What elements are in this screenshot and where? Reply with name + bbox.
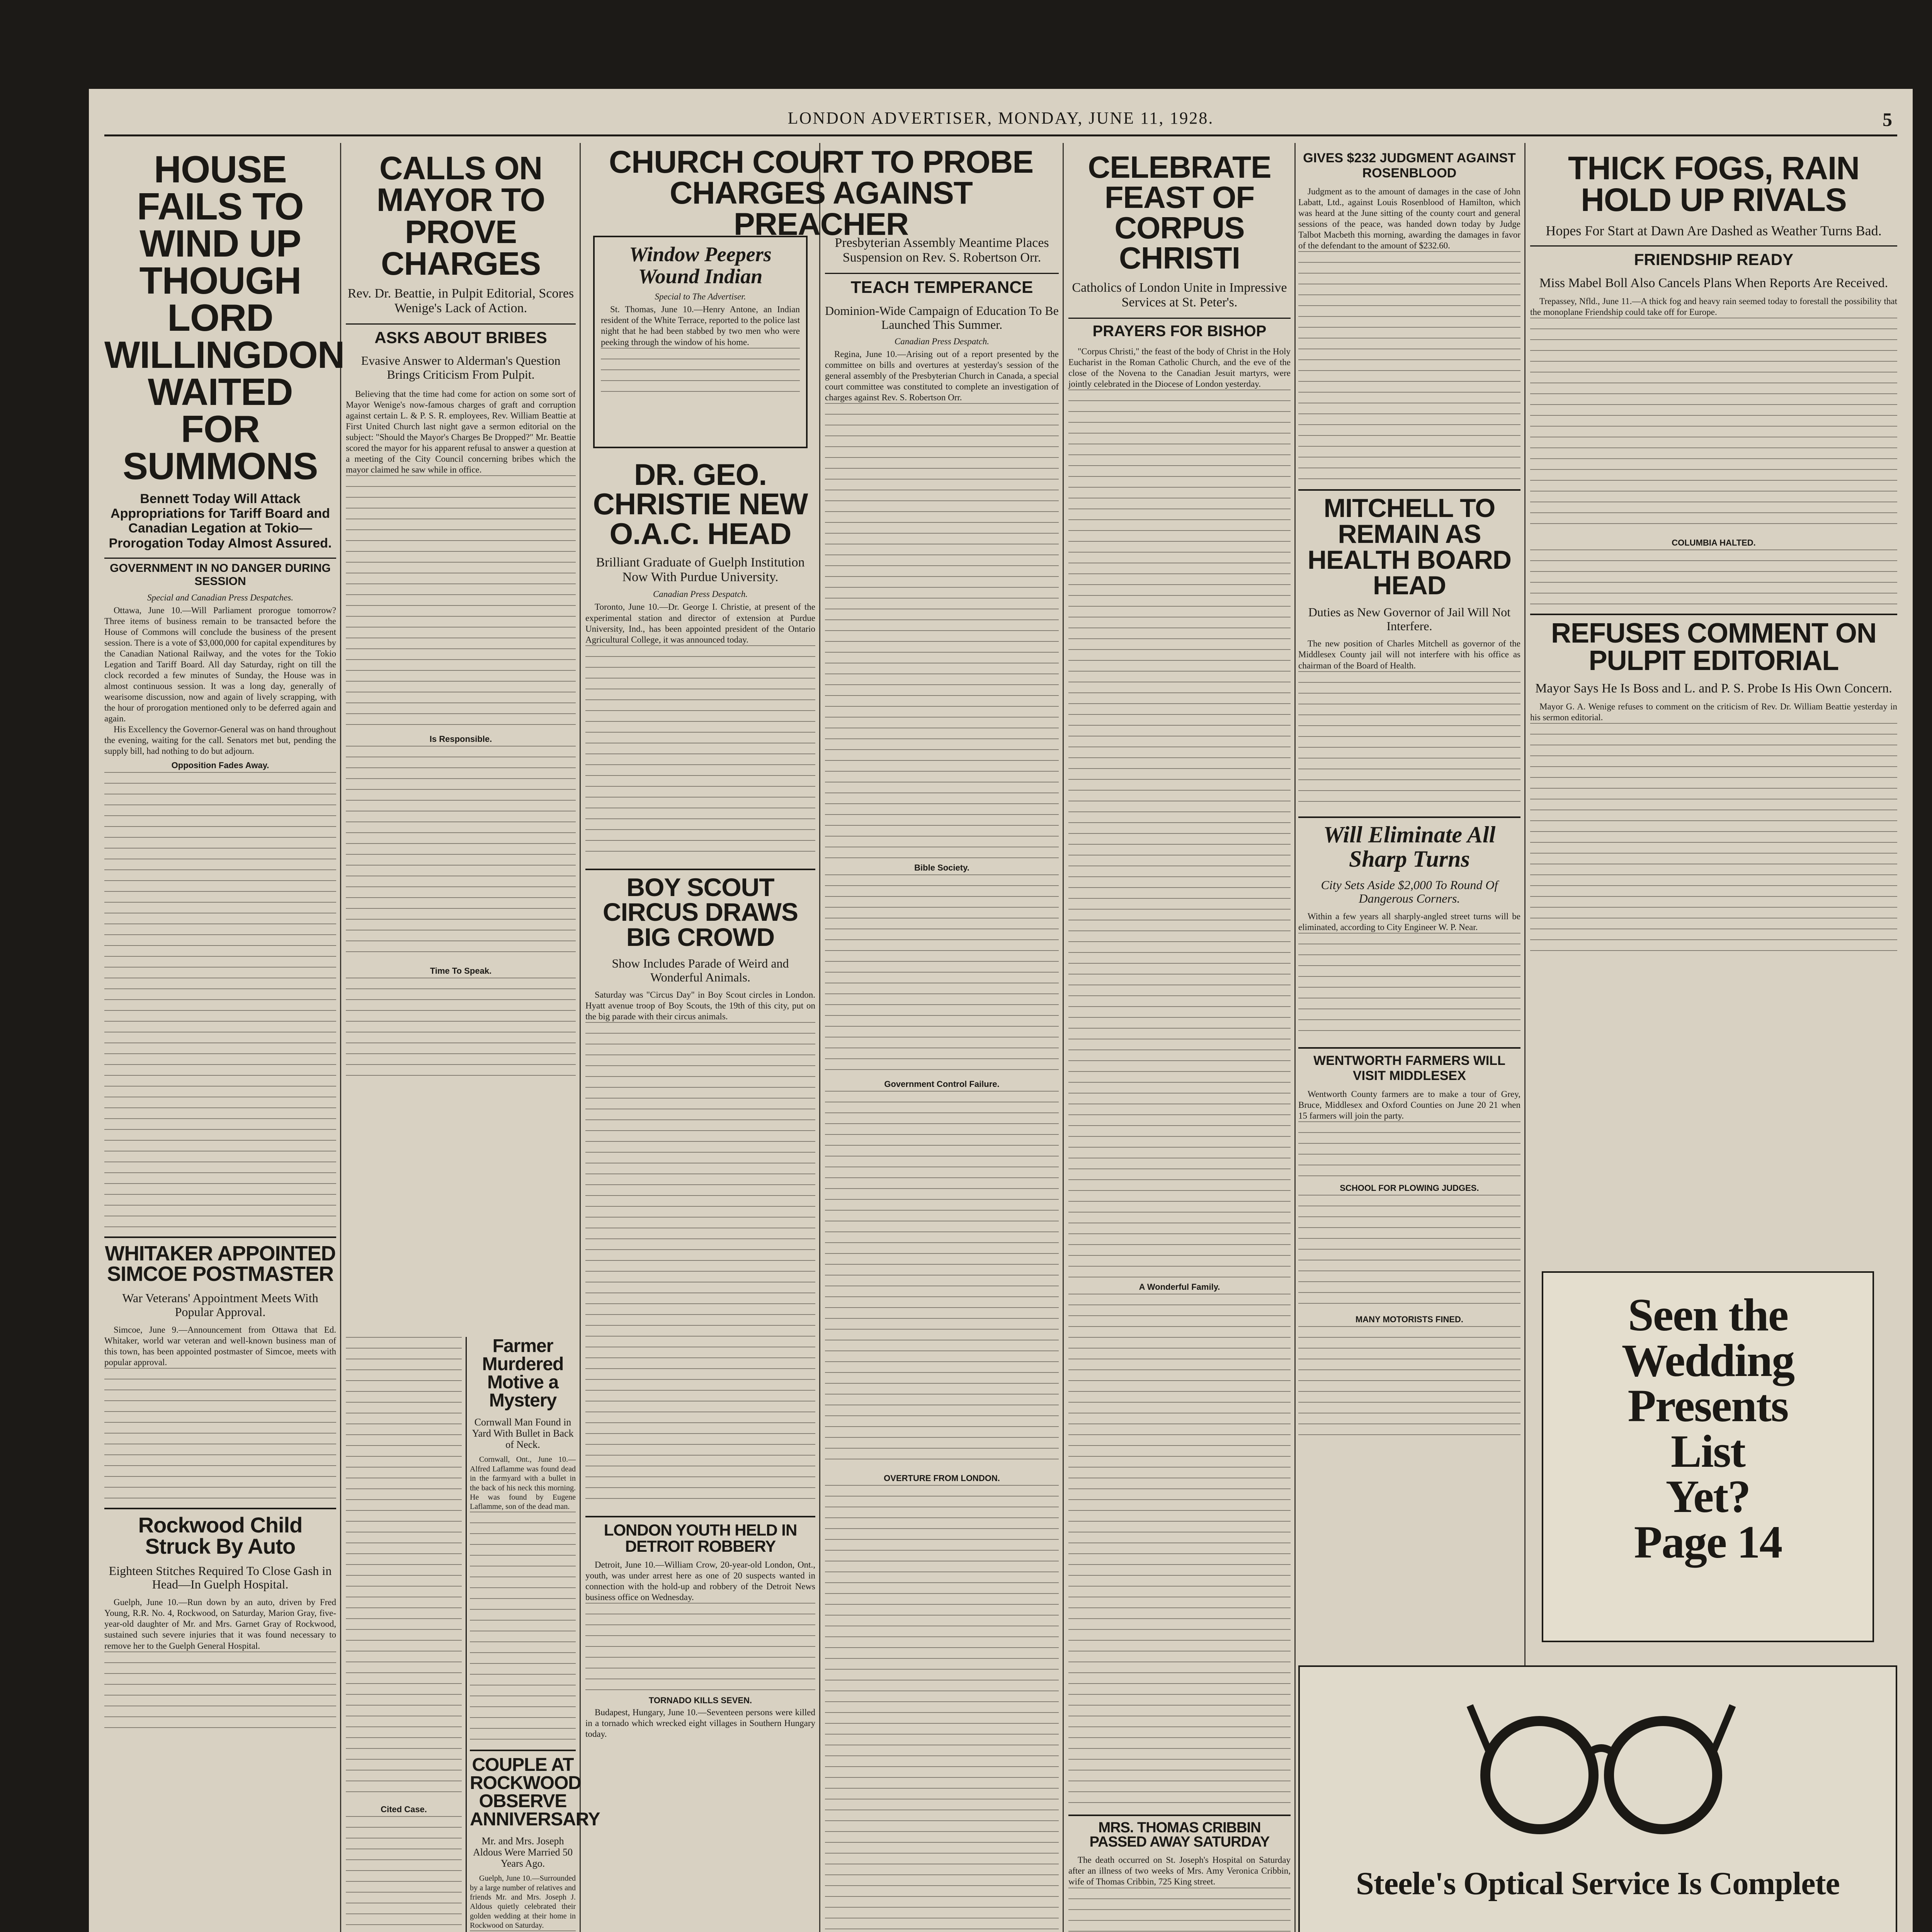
headline-london-youth: LONDON YOUTH HELD IN DETROIT ROBBERY xyxy=(585,1516,815,1554)
headline-whitaker: WHITAKER APPOINTED SIMCOE POSTMASTER xyxy=(104,1236,336,1284)
article-body: Ottawa, June 10.—Will Parliament prorogue tomorrow? Three items of business remain to be transacted before the House of Commons will conclude the business of the present session. There is a vote of $3,000,000 for capital expenditures by the Canadian National Railway, and the votes for the Tokio Legation and Tariff Board. All day Saturday, right on till the clock recorded a few minutes of Sunday, the House was in almost continuous session. It was a long day, generally of wearisome discussion, now and again of lively scrapping, with the hour of prorogation mentioned only to be deferred again and again. xyxy=(104,605,336,724)
text-lines xyxy=(346,475,576,730)
column-rule xyxy=(1294,143,1296,1932)
masthead-title: LONDON ADVERTISER, MONDAY, JUNE 11, 1928. xyxy=(787,109,1214,128)
column-rule xyxy=(340,143,341,1932)
headline-cribbin: MRS. THOMAS CRIBBIN PASSED AWAY SATURDAY xyxy=(1068,1815,1291,1849)
promo-line: Wedding xyxy=(1621,1334,1794,1386)
subhead-plowing-judges: SCHOOL FOR PLOWING JUDGES. xyxy=(1340,1183,1479,1193)
text-lines xyxy=(1298,1195,1520,1311)
promo-page-ref: Page 14 xyxy=(1634,1516,1782,1568)
article-body: Simcoe, June 9.—Announcement from Ottawa that Ed. Whitaker, world war veteran and well-known business man of this town, has been appointed postmaster of Simcoe, meets with popular approval. xyxy=(104,1325,336,1367)
deck-evasive: Evasive Answer to Alderman's Question Brings Criticism From Pulpit. xyxy=(361,354,561,382)
text-lines xyxy=(1298,671,1520,810)
headline-boy-scout: BOY SCOUT CIRCUS DRAWS BIG CROWD xyxy=(585,869,815,950)
text-lines xyxy=(1068,389,1291,1278)
article-body: Cornwall, Ont., June 10.—Alfred Laflamme was found dead in the farmyard with a bullet in the back of his neck this morning. He was found by Eugene Laflamme, son of the dead man. xyxy=(470,1455,576,1511)
subhead-tornado: TORNADO KILLS SEVEN. xyxy=(648,1695,752,1705)
text-lines xyxy=(1068,1294,1291,1808)
text-lines xyxy=(1298,1121,1520,1179)
promo-line: Presents xyxy=(1628,1380,1788,1432)
subhead-responsible: Is Responsible. xyxy=(429,734,492,744)
column-2 xyxy=(346,143,600,1932)
christie-story xyxy=(585,457,815,1740)
subhead-opposition: Opposition Fades Away. xyxy=(171,760,269,770)
byline: Canadian Press Despatch. xyxy=(653,589,748,599)
article-body: Guelph, June 10.—Run down by an auto, driven by Fred Young, R.R. No. 4, Rockwood, on Saturday, Marion Gray, five-year-old daughter of Mr. and Mrs. Garnet Gray of Rockwood, sustained such severe injuries that it was found necessary to remove her to the Guelph General Hospital. xyxy=(104,1597,336,1651)
column-3 xyxy=(585,236,815,1932)
article-body: Detroit, June 10.—William Crow, 20-year-old London, Ont., youth, was under arrest here as one of 20 suspects wanted in connection with the hold-up and robbery of the Detroit News business office on Wednesday. xyxy=(585,1560,815,1602)
subhead-time-to-speak: Time To Speak. xyxy=(430,966,492,976)
headline-thick-fogs: THICK FOGS, RAIN HOLD UP RIVALS xyxy=(1568,150,1859,218)
deck-whitaker: War Veterans' Appointment Meets With Popular Approval. xyxy=(122,1291,318,1319)
text-lines xyxy=(1068,1888,1291,1932)
deck-sharp-turns: City Sets Aside $2,000 To Round Of Dangerous Corners. xyxy=(1321,878,1498,906)
column-4 xyxy=(825,236,1059,1932)
headline-judgment: GIVES $232 JUDGMENT AGAINST ROSENBLOOD xyxy=(1303,151,1516,180)
wedding-presents-promo xyxy=(1542,1271,1874,1642)
article-body: The death occurred on St. Joseph's Hospital on Saturday after an illness of two weeks of Mrs. Amy Veronica Cribbin, wife of Thomas Cribbin, 725 King street. xyxy=(1068,1855,1291,1887)
article-body: Trepassey, Nfld., June 11.—A thick fog and heavy rain seemed today to forestall the possibility that the monoplane Friendship could take off for Europe. xyxy=(1530,296,1897,317)
headline-farmer-murdered: Farmer Murdered Motive a Mystery xyxy=(482,1336,564,1411)
text-lines xyxy=(470,1512,576,1743)
promo-line: Yet? xyxy=(1665,1471,1750,1522)
column-rule xyxy=(1063,143,1064,1932)
headline-house-fails: HOUSE FAILS TO WIND UP THOUGH LORD WILLINGDON WAITED FOR SUMMONS xyxy=(104,148,345,488)
text-lines xyxy=(346,1816,462,1932)
deck-rockwood-child: Eighteen Stitches Required To Close Gash in Head—In Guelph Hospital. xyxy=(109,1563,332,1592)
deck-catholics: Catholics of London Unite in Impressive Services at St. Peter's. xyxy=(1072,280,1287,310)
text-lines xyxy=(825,403,1059,859)
deck-boy-scout: Show Includes Parade of Weird and Wonderful Animals. xyxy=(612,956,789,984)
text-lines xyxy=(825,1091,1059,1469)
promo-line: Seen the xyxy=(1628,1289,1788,1340)
text-lines xyxy=(346,978,576,1078)
article-body: Saturday was "Circus Day" in Boy Scout circles in London. Hyatt avenue troop of Boy Scouts, the 19th of this city, put on the big parade with their circus animals. xyxy=(585,990,815,1022)
text-lines xyxy=(825,874,1059,1075)
text-lines xyxy=(585,1603,815,1692)
article-body: Guelph, June 10.—Surrounded by a large number of relatives and friends Mr. and Mrs. Joseph J. Aldous quietly celebrated their golden wedding at their home in Rockwood on Saturday. xyxy=(470,1874,576,1930)
deck-mayor-boss: Mayor Says He Is Boss and L. and P. S. Probe Is His Own Concern. xyxy=(1535,681,1892,696)
headline-church-court: CHURCH COURT TO PROBE CHARGES AGAINST PREACHER xyxy=(609,145,1034,242)
continued-beattie xyxy=(346,1337,462,1932)
deck-mitchell: Duties as New Governor of Jail Will Not Interfere. xyxy=(1308,605,1511,633)
text-lines xyxy=(104,1368,336,1499)
deck-cornwall: Cornwall Man Found in Yard With Bullet in Back of Neck. xyxy=(472,1417,574,1451)
newspaper-page xyxy=(89,89,1913,1932)
article-body: Mayor G. A. Wenige refuses to comment on the criticism of Rev. Dr. William Beattie yesterday in his sermon editorial. xyxy=(1530,702,1897,723)
article-body: Within a few years all sharply-angled street turns will be eliminated, according to City Engineer W. P. Near. xyxy=(1298,912,1520,932)
steele-headline: Steele's Optical Service Is Complete xyxy=(1356,1866,1840,1901)
subhead-overture: OVERTURE FROM LONDON. xyxy=(884,1473,1000,1483)
subhead-friendship-ready: FRIENDSHIP READY xyxy=(1530,245,1897,269)
article-body: Judgment as to the amount of damages in the case of John Labatt, Ltd., against Louis Rosenblood of Hamilton, which was heard at the June sitting of the county court and general sessions of the peace, was handed down today by Judge Talbot Macbeth this morning, awarding the damages in favor of the defendant to the amount of $232.60. xyxy=(1298,187,1520,251)
column-rule xyxy=(580,143,581,1932)
masthead xyxy=(89,108,1913,135)
headline-calls-on-mayor: CALLS ON MAYOR TO PROVE CHARGES xyxy=(376,150,545,282)
article-body: "Corpus Christi," the feast of the body of Christ in the Holy Eucharist in the Roman Catholic Church, and the eve of the close of the Novena to the Canadian Jesuit martyrs, were jointly celebrated in the Diocese of London yesterday. xyxy=(1068,346,1291,389)
article-body: Wentworth County farmers are to make a tour of Grey, Bruce, Middlesex and Oxford Counties on June 20 21 when 15 farmers will join the party. xyxy=(1298,1089,1520,1121)
text-lines xyxy=(104,1651,336,1729)
column-rule xyxy=(819,143,820,1932)
steele-optical-ad xyxy=(1298,1665,1897,1932)
article-body: The new position of Charles Mitchell as governor of the Middlesex County jail will not interfere with his office as chairman of the Board of Health. xyxy=(1298,639,1520,670)
deck-beattie: Rev. Dr. Beattie, in Pulpit Editorial, Scores Wenige's Lack of Action. xyxy=(347,286,574,316)
subhead-bible-society: Bible Society. xyxy=(914,863,969,873)
headline-sharp-turns: Will Eliminate All Sharp Turns xyxy=(1298,816,1520,871)
byline: Special to The Advertiser. xyxy=(655,292,746,302)
subhead-columbia: COLUMBIA HALTED. xyxy=(1672,538,1756,548)
deck-presbyterian: Presbyterian Assembly Meantime Places Suspension on Rev. S. Robertson Orr. xyxy=(835,236,1049,265)
text-lines xyxy=(346,746,576,962)
text-lines xyxy=(346,1337,462,1801)
headline-christie: DR. GEO. CHRISTIE NEW O.A.C. HEAD xyxy=(593,457,808,551)
headline-couple-rockwood: COUPLE AT ROCKWOOD OBSERVE ANNIVERSARY xyxy=(470,1750,576,1828)
text-lines xyxy=(1530,318,1897,534)
subhead-government-control: Government Control Failure. xyxy=(884,1079,1000,1089)
masthead-rule xyxy=(104,134,1897,136)
text-lines xyxy=(825,1485,1059,1932)
article-body: Toronto, June 10.—Dr. George I. Christie, at present of the experimental station and director of extension at Purdue University, Ind., has been appointed president of the Ontario Agricultural College, it was announced today. xyxy=(585,602,815,645)
text-lines xyxy=(601,348,800,394)
article-body: Believing that the time had come for action on some sort of Mayor Wenige's now-famous charges of graft and corruption against certain L. & P. S. R. employees, Rev. William Beattie at First United Church last night gave a sermon editorial on the subject: "Should the Mayor's Charges Be Dropped?" Mr. Beattie scored the mayor for his apparent refusal to answer a question at a meeting of the City Council concerning bribes which the mayor claimed he saw while in office. xyxy=(346,389,576,475)
text-lines xyxy=(1530,549,1897,607)
text-lines xyxy=(470,1930,576,1932)
subhead-asks-about-bribes: ASKS ABOUT BRIBES xyxy=(346,323,576,347)
column-5 xyxy=(1068,143,1291,1932)
text-lines xyxy=(585,1022,815,1509)
side-column xyxy=(466,1336,600,1932)
column-6 xyxy=(1298,143,1520,1457)
deck-christie: Brilliant Graduate of Guelph Institution Now With Purdue University. xyxy=(596,555,805,585)
text-lines xyxy=(1298,933,1520,1041)
column-7 xyxy=(1530,143,1897,1457)
text-lines xyxy=(104,772,336,1228)
text-lines xyxy=(1298,1326,1520,1442)
subhead-wonderful-family: A Wonderful Family. xyxy=(1139,1282,1220,1292)
article-body: Budapest, Hungary, June 10.—Seventeen persons were killed in a tornado which wrecked eight villages in Southern Hungary today. xyxy=(585,1707,815,1739)
article-body: St. Thomas, June 10.—Henry Antone, an Indian resident of the White Terrace, reported to the police last night that he had been stabbed by two men who were peeking through the window of his home. xyxy=(601,304,800,347)
headline-window-peepers: Window Peepers Wound Indian xyxy=(629,243,772,288)
lower-column-2 xyxy=(346,1336,600,1932)
deck-thick-fogs: Hopes For Start at Dawn Are Dashed as Weather Turns Bad. xyxy=(1546,223,1882,238)
deck-mabel-boll: Miss Mabel Boll Also Cancels Plans When Reports Are Received. xyxy=(1539,276,1888,290)
text-lines xyxy=(585,645,815,862)
text-lines xyxy=(1298,251,1520,483)
subhead-teach-temperance: TEACH TEMPERANCE xyxy=(825,273,1059,297)
eyeglasses-illustration xyxy=(1462,1690,1740,1852)
deck-dominion: Dominion-Wide Campaign of Education To Be Launched This Summer. xyxy=(825,304,1059,332)
church-court-banner xyxy=(585,145,1057,242)
subhead-prayers-bishop: PRAYERS FOR BISHOP xyxy=(1068,318,1291,340)
article-body: Regina, June 10.—Arising out of a report presented by the committee on bills and overtures at yesterday's session of the general assembly of the Presbyterian Church in Canada, a special court committee was constituted to complete an investigation of charges against Rev. S. Robertson Orr. xyxy=(825,349,1059,402)
page-number: 5 xyxy=(1883,109,1893,130)
subhead-government: GOVERNMENT IN NO DANGER DURING SESSION xyxy=(104,558,336,588)
article-body: His Excellency the Governor-General was on hand throughout the evening, waiting for the call. Senators met but, pending the supply bill, had nothing to do but adjourn. xyxy=(104,724,336,756)
headline-wentworth: WENTWORTH FARMERS WILL VISIT MIDDLESEX xyxy=(1298,1047,1520,1083)
byline: Canadian Press Despatch. xyxy=(894,336,990,346)
deck-aldous: Mr. and Mrs. Joseph Aldous Were Married 50 Years Ago. xyxy=(473,1835,573,1869)
subhead-cited-case: Cited Case. xyxy=(381,1804,427,1814)
window-peepers-box xyxy=(593,236,808,448)
byline: Special and Canadian Press Despatches. xyxy=(147,592,293,602)
deck-bennett: Bennett Today Will Attack Appropriations for Tariff Board and Canadian Legation at Tokio—Prorogation Today Almost Assured. xyxy=(109,492,332,551)
column-1 xyxy=(104,143,345,1932)
headline-mitchell: MITCHELL TO REMAIN AS HEALTH BOARD HEAD xyxy=(1298,489,1520,599)
text-lines xyxy=(1530,723,1897,955)
headline-refuses-comment: REFUSES COMMENT ON PULPIT EDITORIAL xyxy=(1530,614,1897,674)
headline-rockwood-child: Rockwood Child Struck By Auto xyxy=(104,1508,336,1557)
headline-corpus-christi: CELEBRATE FEAST OF CORPUS CHRISTI xyxy=(1088,150,1271,276)
promo-line: List xyxy=(1670,1425,1745,1477)
column-rule xyxy=(1524,143,1526,1932)
subhead-motorists-fined: MANY MOTORISTS FINED. xyxy=(1355,1315,1464,1325)
